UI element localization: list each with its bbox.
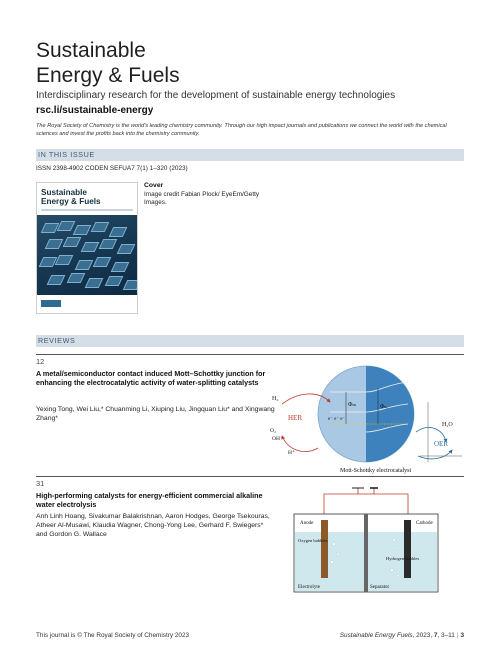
phi-sc-label: Φₛ꜀ (380, 404, 389, 410)
anode-electrode (321, 520, 328, 578)
article-page-number: 12 (36, 357, 45, 366)
oer-label: OER (434, 440, 448, 448)
article-divider (36, 476, 464, 477)
journal-title-line2: Energy & Fuels (36, 64, 180, 87)
figure-caption: Mott-Schottky electrocatalyst (340, 468, 412, 474)
article-authors: Anh Linh Hoang, Sivakumar Balakrishnan, Aaron Hodges, George Tsekouras, Atheer Al-Musawi, Klaudia Wagner, Chong-Yong Lee, Gerhard F. Swiegers* and Gordon G. Wallace (36, 513, 270, 538)
rsc-logo-icon (41, 300, 61, 307)
footer-copyright: This journal is © The Royal Society of Chemistry 2023 (36, 632, 190, 639)
article-page-number: 31 (36, 479, 45, 488)
footer-page-number: 3 (460, 632, 464, 639)
her-label: HER (288, 414, 302, 422)
h2o-label: H₂O (442, 422, 453, 428)
issn-line: ISSN 2398-4902 CODEN SEFUA7 7(1) 1–320 (2023) (36, 165, 188, 172)
in-this-issue-header: IN THIS ISSUE (38, 150, 95, 159)
article-title[interactable]: A metal/semiconductor contact induced Mott–Schottky junction for enhancing the electrocatalytic activity of water-splitting catalysts (36, 369, 266, 387)
o2-label: O₂ (270, 428, 276, 434)
mott-schottky-figure (268, 362, 464, 474)
cover-solar-panel-photo (37, 215, 137, 295)
cathode-label: Cathode (416, 521, 433, 526)
oh-minus-label: OH⁻ (272, 436, 283, 442)
h-plus-label: H⁺ (288, 450, 295, 456)
cover-title-line1: Sustainable (41, 188, 87, 197)
semiconductor-half (366, 366, 414, 462)
footer-volume: 7 (433, 632, 438, 639)
separator-label: Separator (370, 585, 390, 590)
article-title[interactable]: High-performing catalysts for energy-efficient commercial alkaline water electrolysis (36, 491, 263, 509)
hydrogen-bubbles-label: Hydrogen bubbles (386, 556, 420, 561)
journal-subtitle: Interdisciplinary research for the development of sustainable energy technologies (36, 90, 396, 101)
footer-citation: Sustainable Energy Fuels, 2023, 7, 3–11 | 3 (339, 632, 464, 639)
electrolysis-cell-figure (286, 484, 446, 596)
in-this-issue-bar (36, 149, 464, 161)
reviews-header: REVIEWS (38, 336, 76, 345)
article-authors: Yexing Tong, Wei Liu,* Chuanming Li, Xiuping Liu, Jingquan Liu* and Xingwang Zhang* (36, 406, 275, 422)
reviews-bar (36, 335, 464, 347)
footer-pages: , 3–11 (437, 632, 455, 639)
separator-membrane (364, 514, 368, 592)
cover-tagline-strip (41, 209, 133, 211)
journal-title (36, 38, 180, 88)
journal-url[interactable]: rsc.li/sustainable-energy (36, 105, 154, 116)
svg-text:e⁻ e⁻ e⁻: e⁻ e⁻ e⁻ (328, 417, 346, 422)
footer-journal-name: Sustainable Energy Fuels (339, 632, 413, 639)
cover-title-line2: Energy & Fuels (41, 197, 101, 206)
cover-credit: Image credit Fabian Plock/ EyeEm/Getty Images. (144, 191, 260, 206)
electrolyte-label: Electrolyte (298, 585, 320, 590)
footer-year: , 2023, (412, 632, 434, 639)
cathode-electrode (404, 520, 411, 578)
rsc-description: The Royal Society of Chemistry is the world's leading chemistry community. Through our high impact journals and publications we connect the world with the chemical sciences and invest the profits back into the chemistry community. (36, 123, 447, 137)
article-divider (36, 354, 464, 355)
journal-title-line1: Sustainable (36, 39, 146, 62)
h2-label: H₂ (272, 396, 279, 402)
cover-title (41, 188, 101, 206)
phi-m-label: Φₘ (348, 402, 357, 408)
anode-label: Anode (300, 521, 314, 526)
cover-image[interactable] (36, 182, 138, 314)
cover-label: Cover (144, 182, 164, 189)
oxygen-bubbles-label: Oxygen bubbles (298, 538, 328, 543)
